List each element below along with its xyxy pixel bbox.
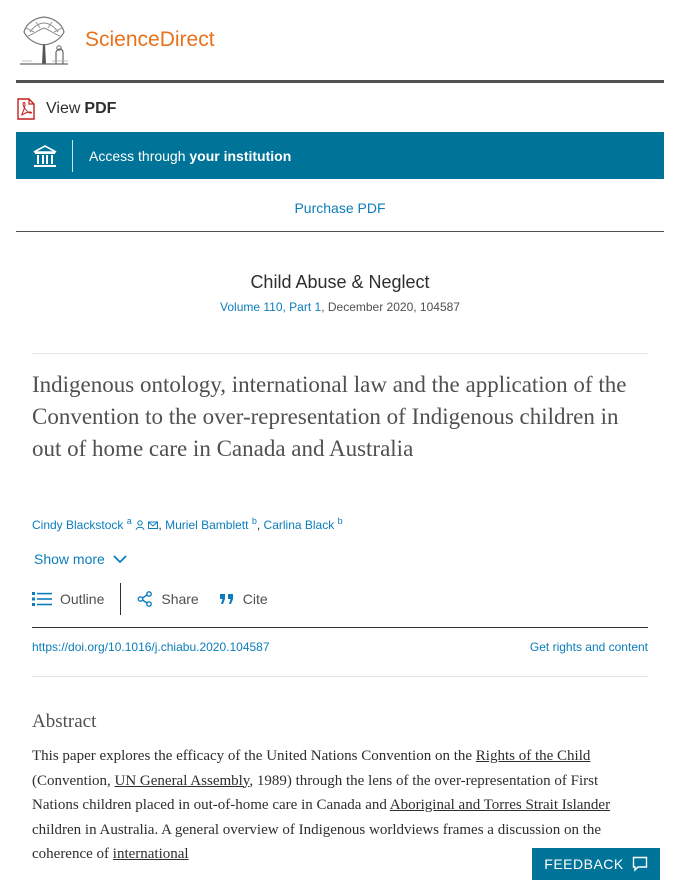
abstract-heading: Abstract — [32, 711, 97, 732]
author-link[interactable]: Cindy Blackstock $^a$ — [32, 516, 132, 532]
brand-name[interactable]: ScienceDirect — [85, 28, 215, 51]
purchase-pdf-link[interactable]: Purchase PDF — [294, 200, 386, 216]
international-link[interactable]: international — [112, 846, 189, 862]
purchase-divider — [16, 231, 664, 232]
share-label: Share — [161, 591, 199, 607]
outline-button[interactable] — [32, 591, 104, 607]
elsevier-tree-logo-icon[interactable] — [16, 14, 72, 66]
author-link[interactable]: Muriel Bamblett $^b$ — [165, 516, 257, 532]
toolbar-divider — [120, 583, 121, 615]
view-pdf-link[interactable] — [16, 96, 116, 122]
quote-icon — [219, 592, 235, 606]
rights-link[interactable]: Get rights and content — [529, 640, 648, 654]
view-pdf-label: View PDF — [46, 100, 117, 117]
volume-link[interactable]: Volume 110, Part 1 — [220, 300, 322, 314]
author-separator: , — [158, 518, 162, 532]
issue-date: , December 2020, 104587 — [321, 300, 460, 314]
header-divider — [16, 80, 664, 83]
author-separator: , — [256, 518, 261, 532]
article-toolbar — [32, 583, 268, 615]
outline-label: Outline — [60, 591, 105, 607]
access-divider — [72, 140, 73, 172]
share-icon — [137, 591, 153, 607]
institution-building-icon — [32, 143, 58, 169]
title-divider-top — [32, 353, 648, 354]
access-label: Access through your institution — [89, 147, 292, 164]
abstract-divider — [32, 676, 648, 677]
chevron-down-icon — [113, 554, 127, 564]
site-header — [16, 12, 664, 70]
author-link[interactable]: Carlina Black $^b$ — [263, 516, 343, 532]
doi-link[interactable]: https://doi.org/10.1016/j.chiabu.2020.104587 — [32, 640, 270, 654]
list-icon — [32, 591, 52, 607]
show-more-label: Show more — [34, 551, 105, 567]
feedback-button[interactable] — [532, 848, 660, 880]
feedback-label: FEEDBACK — [544, 856, 624, 872]
volume-line — [32, 300, 648, 314]
un-general-assembly-link[interactable]: UN General Assembly — [114, 772, 250, 789]
rights-of-the-child-link[interactable]: Rights of the Child — [475, 748, 591, 764]
article-title: Indigenous ontology, international law and the application of the Convention to the over-representation of Indigenous children in out of home care in Canada and Australia — [32, 372, 627, 461]
toolbar-divider-bottom — [32, 627, 648, 628]
show-more-button[interactable] — [34, 551, 127, 567]
aboriginal-torres-strait-link[interactable]: Aboriginal and Torres Strait Islander — [389, 797, 611, 813]
share-button[interactable] — [137, 591, 198, 607]
access-through-institution-button[interactable] — [16, 132, 664, 179]
speech-bubble-icon — [632, 856, 648, 872]
cite-button[interactable] — [219, 591, 268, 607]
envelope-icon[interactable] — [148, 520, 158, 530]
pdf-file-icon — [16, 98, 36, 120]
cite-label: Cite — [242, 591, 268, 607]
person-icon[interactable] — [135, 520, 145, 530]
author-list — [32, 516, 343, 532]
abstract-text: This paper explores the efficacy of the United Nations Convention on the Rights of the Child (Convention, UN General Assembly, 1989) through the lens of the over-representation of First Nations children placed in out-of-home care in Canada and Aboriginal and Torres Strait Islander children in Australia. A general overview of Indigenous worldviews frames a discussion on the coherence of international — [32, 748, 611, 862]
journal-title[interactable]: Child Abuse & Neglect — [250, 272, 430, 292]
